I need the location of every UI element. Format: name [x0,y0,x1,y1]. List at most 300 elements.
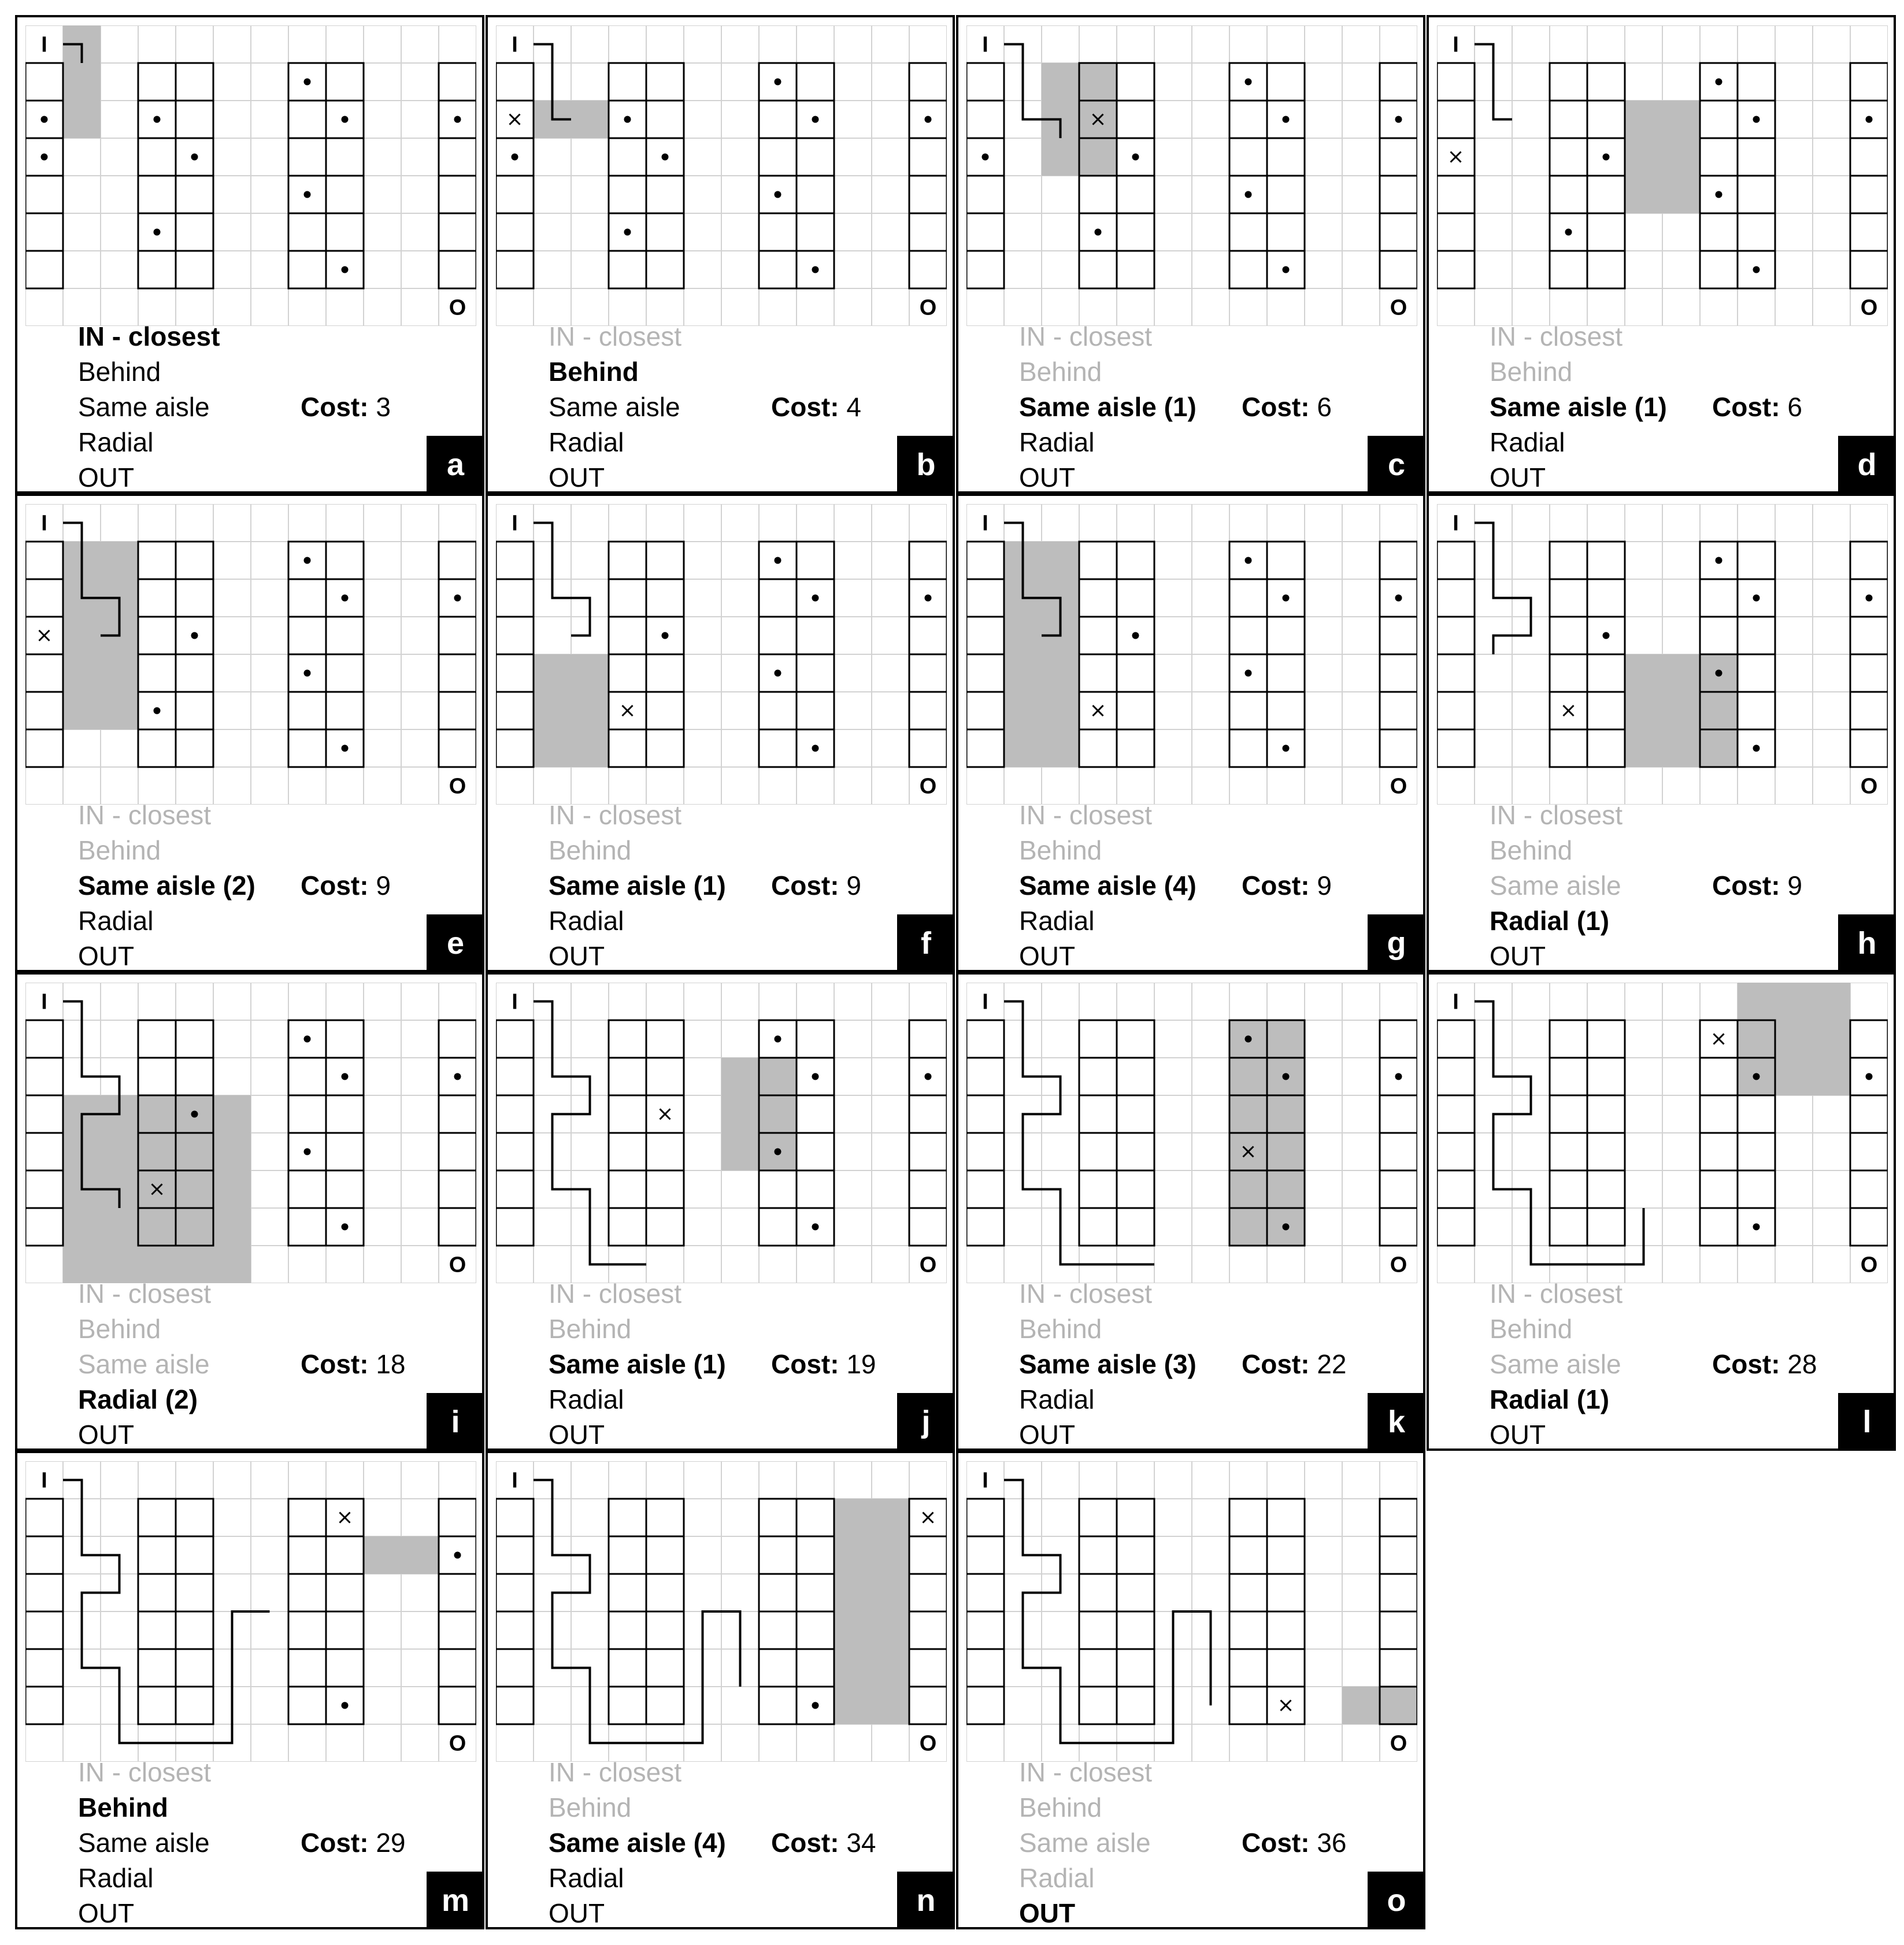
rule-4: Radial [1019,1863,1095,1893]
rule-5: OUT [78,462,135,492]
panel-g [956,494,1425,972]
rule-3: Same aisle (4) [1019,870,1197,901]
exit-marker: O [919,1731,937,1756]
current-pick-cross [623,706,633,716]
cost-readout [1242,1825,1347,1861]
cost-value: 6 [1787,392,1802,422]
pick-location-dot [1753,1073,1760,1080]
cost-value: 28 [1787,1349,1817,1379]
pick-location-dot [191,1111,198,1118]
rule-1: IN - closest [78,1279,212,1309]
pick-location-dot [1283,266,1290,273]
pick-location-dot [1245,191,1252,198]
search-region [364,1536,439,1574]
rule-2: Behind [549,1314,632,1344]
pick-location-dot [1716,670,1723,677]
panel-b [486,15,955,494]
rule-3: Same aisle (3) [1019,1349,1197,1379]
pick-location-dot [1603,632,1610,639]
exit-marker: O [919,295,937,320]
background-grid [966,25,1417,326]
warehouse-grid [1437,983,1888,1283]
entry-marker: I [1453,990,1459,1014]
pick-location-dot [1283,116,1290,123]
rule-3: Same aisle [1019,1828,1151,1858]
rule-list [549,1276,809,1453]
cost-readout [1712,390,1802,425]
pick-location-dot [1603,154,1610,161]
rule-list [1019,798,1279,974]
pick-location-dot [1753,1224,1760,1231]
panel-l [1427,972,1896,1451]
panel-m [15,1451,484,1929]
exit-marker: O [449,774,466,799]
rule-list [1019,1755,1279,1931]
pick-location-dot [982,154,989,161]
panel-c [956,15,1425,494]
rule-1: IN - closest [1019,800,1153,830]
cost-readout [301,1825,406,1861]
current-pick-cross [1093,706,1103,716]
warehouse-grid [966,504,1417,805]
rule-list [1490,319,1750,495]
rule-1: IN - closest [1019,1279,1153,1309]
warehouse-grid [496,25,947,326]
pick-location-dot [662,154,669,161]
pick-location-dot [1095,229,1102,236]
warehouse-grid [966,1461,1417,1762]
pick-location-dot [1283,745,1290,752]
panel-letter: a [427,436,484,494]
entry-marker: I [512,511,518,536]
rule-1: IN - closest [78,321,220,351]
panel-letter: m [427,1872,484,1929]
background-grid [496,25,947,326]
rule-2: Behind [1019,1314,1102,1344]
pick-location-dot [925,595,932,602]
pick-location-dot [1395,595,1402,602]
rule-list [1490,798,1750,974]
rule-5: OUT [78,1420,135,1450]
entry-marker: I [41,32,47,57]
pick-location-dot [1132,632,1139,639]
entry-marker: I [982,32,988,57]
cost-label: Cost: [1242,1828,1310,1858]
pick-location-dot [454,116,461,123]
panel-j [486,972,955,1451]
rule-1: IN - closest [1019,1757,1153,1787]
rule-3: Same aisle (1) [549,870,726,901]
cost-value: 22 [1317,1349,1347,1379]
pick-location-dot [1245,670,1252,677]
entry-marker: I [512,990,518,1014]
rule-4: Radial (1) [1490,1384,1610,1414]
cost-value: 34 [846,1828,876,1858]
pick-location-dot [662,632,669,639]
entry-marker: I [1453,511,1459,536]
pick-location-dot [342,266,349,273]
cost-value: 9 [846,870,861,901]
warehouse-grid [25,1461,476,1762]
entry-marker: I [512,1468,518,1493]
pick-location-dot [154,707,161,714]
exit-marker: O [1390,295,1407,320]
cost-readout [1712,1347,1817,1382]
pick-location-dot [775,191,781,198]
panel-o [956,1451,1425,1929]
rule-4: Radial [1019,427,1095,457]
panel-letter: h [1838,914,1896,972]
cost-readout [771,868,861,903]
entry-marker: I [982,990,988,1014]
rule-3: Same aisle (1) [1019,392,1197,422]
panel-letter: k [1368,1393,1425,1451]
pick-location-dot [1283,1224,1290,1231]
pick-location-dot [304,79,311,86]
rule-2: Behind [78,835,161,865]
pick-location-dot [304,670,311,677]
rule-list [78,319,338,495]
cost-label: Cost: [771,1828,839,1858]
pick-location-dot [342,1224,349,1231]
pick-location-dot [1283,595,1290,602]
rule-4: Radial [549,906,624,936]
panel-letter: j [897,1393,955,1451]
pick-location-dot [925,116,932,123]
pick-location-dot [1753,116,1760,123]
exit-marker: O [449,1253,466,1277]
rule-5: OUT [1490,462,1546,492]
pick-location-dot [624,116,631,123]
cost-value: 9 [1787,870,1802,901]
pick-location-dot [304,557,311,564]
rule-2: Behind [78,1792,168,1822]
pick-location-dot [342,116,349,123]
rule-1: IN - closest [1490,800,1623,830]
rule-2: Behind [549,835,632,865]
panel-e [15,494,484,972]
exit-marker: O [1390,1253,1407,1277]
current-pick-cross [660,1109,671,1120]
pick-location-dot [1132,154,1139,161]
cost-readout [301,868,391,903]
pick-location-dot [191,154,198,161]
panel-letter: l [1838,1393,1896,1451]
rule-5: OUT [1490,941,1546,971]
rule-1: IN - closest [78,800,212,830]
current-pick-cross [1281,1701,1291,1711]
cost-label: Cost: [1712,392,1780,422]
pick-location-dot [1245,557,1252,564]
pick-location-dot [775,1149,781,1155]
rule-3: Same aisle [78,392,210,422]
pick-location-dot [191,632,198,639]
pick-location-dot [775,557,781,564]
rule-list [78,1755,338,1931]
cost-value: 9 [376,870,391,901]
pick-location-dot [41,154,48,161]
warehouse-grid [1437,504,1888,805]
pick-location-dot [304,1036,311,1043]
cost-label: Cost: [301,870,369,901]
rule-4: Radial (1) [1490,906,1610,936]
pick-location-dot [454,1073,461,1080]
pick-location-dot [342,745,349,752]
entry-marker: I [982,1468,988,1493]
pick-location-dot [775,1036,781,1043]
warehouse-grid [496,504,947,805]
current-pick-cross [340,1513,350,1523]
panel-k [956,972,1425,1451]
pick-location-dot [1716,557,1723,564]
rule-3: Same aisle (1) [1490,392,1667,422]
cost-readout [301,390,391,425]
cost-label: Cost: [301,1349,369,1379]
rule-3: Same aisle (4) [549,1828,726,1858]
current-pick-cross [510,114,520,125]
entry-marker: I [41,1468,47,1493]
warehouse-grid [25,504,476,805]
search-region [834,1499,909,1724]
current-pick-cross [1564,706,1574,716]
rule-3: Same aisle (1) [549,1349,726,1379]
warehouse-grid [25,983,476,1283]
cost-readout [1242,390,1332,425]
warehouse-grid [966,983,1417,1283]
pick-location-dot [342,1073,349,1080]
cost-label: Cost: [1712,1349,1780,1379]
panel-letter: i [427,1393,484,1451]
cost-readout [771,1825,876,1861]
rule-5: OUT [1019,941,1076,971]
rule-list [78,1276,338,1453]
rule-5: OUT [549,1420,605,1450]
pick-location-dot [1565,229,1572,236]
panel-letter: g [1368,914,1425,972]
pick-location-dot [1245,79,1252,86]
rule-5: OUT [1019,462,1076,492]
cost-value: 19 [846,1349,876,1379]
rule-2: Behind [1019,835,1102,865]
panel-n [486,1451,955,1929]
pick-location-dot [1245,1036,1252,1043]
rule-5: OUT [1019,1420,1076,1450]
rule-list [549,319,809,495]
pick-location-dot [775,79,781,86]
cost-value: 4 [846,392,861,422]
warehouse-grid [1437,25,1888,326]
background-grid [966,983,1417,1283]
rule-2: Behind [549,357,639,387]
rule-4: Radial [1019,1384,1095,1414]
cost-readout [771,1347,876,1382]
rule-3: Same aisle [549,392,680,422]
rule-4: Radial [78,906,154,936]
search-region [534,654,609,767]
rule-5: OUT [549,941,605,971]
pick-location-dot [1753,595,1760,602]
cost-readout [1242,868,1332,903]
rule-list [78,798,338,974]
pick-location-dot [812,1702,819,1709]
panel-letter: f [897,914,955,972]
panel-letter: c [1368,436,1425,494]
exit-marker: O [1860,295,1878,320]
pick-location-dot [1753,745,1760,752]
current-pick-cross [1714,1034,1724,1044]
panel-i [15,972,484,1451]
entry-marker: I [41,511,47,536]
rule-3: Same aisle [78,1828,210,1858]
rule-list [1490,1276,1750,1453]
cost-value: 36 [1317,1828,1347,1858]
rule-4: Radial [549,1863,624,1893]
pick-location-dot [812,595,819,602]
panel-d [1427,15,1896,494]
warehouse-grid [25,25,476,326]
search-region [63,25,101,138]
rule-5: OUT [1019,1898,1076,1928]
cost-value: 9 [1317,870,1332,901]
pick-location-dot [812,1224,819,1231]
cost-value: 29 [376,1828,406,1858]
rule-2: Behind [1019,1792,1102,1822]
entry-marker: I [982,511,988,536]
exit-marker: O [1860,1253,1878,1277]
warehouse-grid [966,25,1417,326]
rule-list [549,798,809,974]
rule-2: Behind [78,357,161,387]
current-pick-cross [923,1513,934,1523]
panel-letter: d [1838,436,1896,494]
cost-readout [1712,868,1802,903]
rule-2: Behind [1490,835,1573,865]
rule-2: Behind [1019,357,1102,387]
pick-location-dot [1866,1073,1873,1080]
pick-location-dot [154,229,161,236]
cost-value: 18 [376,1349,406,1379]
cost-label: Cost: [771,1349,839,1379]
pick-location-dot [512,154,518,161]
panel-a [15,15,484,494]
warehouse-grid [496,1461,947,1762]
rule-1: IN - closest [549,1279,682,1309]
rule-4: Radial [549,427,624,457]
rule-3: Same aisle (2) [78,870,255,901]
rule-list [1019,1276,1279,1453]
cost-label: Cost: [1242,1349,1310,1379]
pick-location-dot [812,745,819,752]
pick-location-dot [1716,191,1723,198]
cost-label: Cost: [771,392,839,422]
pick-location-dot [1283,1073,1290,1080]
rule-3: Same aisle [1490,1349,1621,1379]
cost-readout [771,390,861,425]
rule-3: Same aisle [78,1349,210,1379]
picker-route [1475,45,1512,120]
rule-2: Behind [549,1792,632,1822]
panel-letter: b [897,436,955,494]
pick-location-dot [1866,116,1873,123]
pick-location-dot [1716,79,1723,86]
pick-location-dot [1753,266,1760,273]
cost-label: Cost: [771,870,839,901]
rule-list [549,1755,809,1931]
pick-location-dot [342,595,349,602]
rule-2: Behind [78,1314,161,1344]
entry-marker: I [41,990,47,1014]
exit-marker: O [1860,774,1878,799]
rule-1: IN - closest [1490,1279,1623,1309]
pick-location-dot [41,116,48,123]
pick-location-dot [775,670,781,677]
cost-readout [1242,1347,1347,1382]
pick-location-dot [454,1552,461,1559]
pick-location-dot [1395,1073,1402,1080]
current-pick-cross [1451,152,1461,162]
cost-label: Cost: [1712,870,1780,901]
exit-marker: O [1390,774,1407,799]
pick-location-dot [812,266,819,273]
rule-5: OUT [549,1898,605,1928]
panel-f [486,494,955,972]
panel-h [1427,494,1896,972]
pick-location-dot [812,116,819,123]
cost-label: Cost: [301,392,369,422]
rule-4: Radial [78,1863,154,1893]
cost-readout [301,1347,406,1382]
cost-value: 3 [376,392,391,422]
rule-1: IN - closest [78,1757,212,1787]
rule-5: OUT [78,1898,135,1928]
panel-letter: e [427,914,484,972]
cost-label: Cost: [1242,870,1310,901]
rule-3: Same aisle [1490,870,1621,901]
rule-1: IN - closest [549,1757,682,1787]
rule-4: Radial [1490,427,1565,457]
pick-location-dot [342,1702,349,1709]
exit-marker: O [449,295,466,320]
rule-2: Behind [1490,357,1573,387]
search-region [1625,101,1700,213]
rule-1: IN - closest [1019,321,1153,351]
pick-location-dot [925,1073,932,1080]
pick-location-dot [1395,116,1402,123]
rule-4: Radial [78,427,154,457]
pick-location-dot [154,116,161,123]
panel-letter: o [1368,1872,1425,1929]
pick-location-dot [812,1073,819,1080]
panel-letter: n [897,1872,955,1929]
pick-location-dot [304,191,311,198]
cost-label: Cost: [1242,392,1310,422]
exit-marker: O [919,1253,937,1277]
exit-marker: O [919,774,937,799]
exit-marker: O [449,1731,466,1756]
rule-2: Behind [1490,1314,1573,1344]
rule-list [1019,319,1279,495]
rule-1: IN - closest [1490,321,1623,351]
rule-4: Radial [1019,906,1095,936]
pick-location-dot [624,229,631,236]
picker-route [1475,523,1531,655]
rule-4: Radial (2) [78,1384,198,1414]
cost-label: Cost: [301,1828,369,1858]
pick-location-dot [454,595,461,602]
rule-5: OUT [78,941,135,971]
entry-marker: I [512,32,518,57]
current-pick-cross [39,631,50,641]
